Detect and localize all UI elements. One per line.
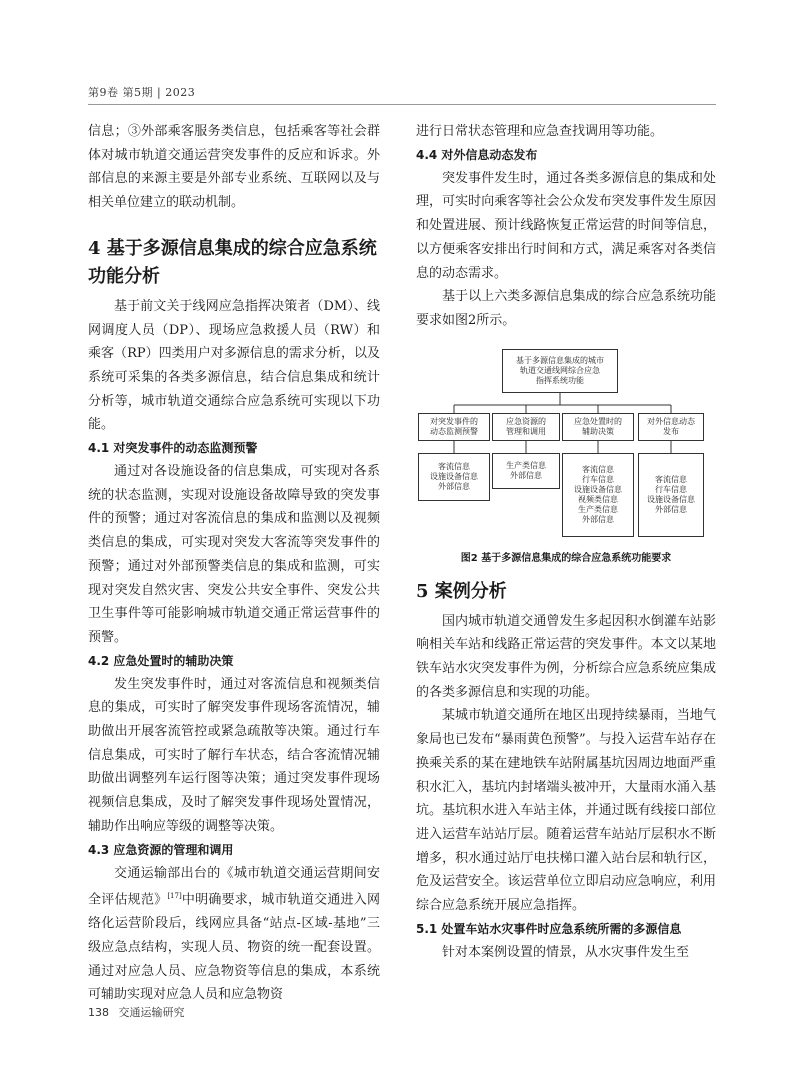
paragraph: 通过对各设施设备的信息集成，可实现对各系统的状态监测，实现对设施设备故障导致的突发事件的预警；通过对客流信息的集成和监测以及视频类信息的集成，可实现对突发大客流等突发事件的预警；通过对外部预警类信息的集成和监测，可实现对突发自然灾害、突发公共安全事件、突发公共卫生事件等可能影响城市轨道交通正常运营事件的预警。 (88, 464, 380, 645)
left-column (88, 120, 380, 1007)
paragraph (88, 862, 380, 1008)
function-box-resources: 应急资源的 管理和调用 (492, 413, 560, 441)
paragraph: 基于以上六类多源信息集成的综合应急系统功能要求如图2所示。 (416, 289, 716, 328)
system-function-box: 基于多源信息集成的城市 轨道交通线网综合应急 指挥系统功能 (502, 349, 618, 393)
paragraph: 突发事件发生时，通过各类多源信息的集成和处理，可实时向乘客等社会公众发布突发事件发生原因和处置进展、预计线路恢复正常运营的时间等信息，以方便乘客安排出行时间和方式，满足乘客对各类信息的动态需求。 (416, 170, 716, 281)
function-box-publishing: 对外信息动态 发布 (638, 413, 704, 441)
running-head: 第9卷 第5期 | 2023 (88, 86, 196, 99)
paragraph: 针对本案例设置的情景，从水灾事件发生至 (442, 944, 690, 960)
journal-name: 交通运输研究 (118, 1006, 185, 1019)
figure-2-diagram (416, 337, 716, 547)
figure-caption: 图2 基于多源信息集成的综合应急系统功能要求 (460, 552, 672, 564)
section-heading-4: 4 基于多源信息集成的综合应急系统功能分析 (88, 237, 377, 287)
subsection-heading-4-3: 4.3 应急资源的管理和调用 (88, 842, 234, 857)
subsection-heading-5-1: 5.1 处置车站水灾事件时应急系统所需的多源信息 (416, 921, 682, 936)
page-footer (88, 1004, 185, 1020)
subsection-heading-4-2: 4.2 应急处置时的辅助决策 (88, 653, 234, 668)
paragraph-text: 中明确要求，城市轨道交通进入网络化运营阶段后，线网应具备“站点-区域-基地”三级应急点结构，实现人员、物资的统一配套设置。通过对应急人员、应急物资等信息的集成，本系统可辅助实现对应急人员和应急物资 (88, 892, 380, 1003)
citation-ref[interactable]: [17] (167, 892, 182, 901)
function-box-monitoring: 对突发事件的 动态监测预警 (418, 413, 490, 441)
subsection-heading-4-4: 4.4 对外信息动态发布 (416, 147, 538, 162)
info-box-3: 客流信息 行车信息 设施设备信息 视频类信息 生产类信息 外部信息 (562, 453, 634, 537)
function-box-decision: 应急处置时的 辅助决策 (562, 413, 634, 441)
paragraph: 发生突发事件时，通过对客流信息和视频类信息的集成，可实时了解突发事件现场客流情况，辅助做出开展客流管控或紧急疏散等决策。通过行车信息集成，可实时了解行车状态，结合客流情况辅助做出调整列车运行图等决策；通过突发事件现场视频信息集成，及时了解突发事件现场处置情况，辅助作出响应等级的调整等决策。 (88, 676, 380, 834)
section-heading-5: 5 案例分析 (416, 580, 507, 602)
paragraph-text: 交通运输部出台的《城市轨道交通运营期间安全评估规范》 (88, 865, 380, 908)
info-box-4: 客流信息 行车信息 设施设备信息 外部信息 (638, 453, 704, 537)
paragraph: 国内城市轨道交通曾发生多起因积水倒灌车站影响相关车站和线路正常运营的突发事件。本文以某地铁车站水灾突发事件为例，分析综合应急系统应集成的各类多源信息和实现的功能。 (416, 613, 716, 700)
page-number: 138 (88, 1006, 109, 1019)
paragraph: 信息；③外部乘客服务类信息，包括乘客等社会群体对城市轨道交通运营突发事件的反应和诉求。外部信息的来源主要是外部专业系统、互联网以及与相关单位建立的联动机制。 (88, 124, 380, 211)
paragraph: 基于前文关于线网应急指挥决策者（DM）、线网调度人员（DP）、现场应急救援人员（RW）和乘客（RP）四类用户对多源信息的需求分析，以及系统可采集的各类多源信息，结合信息集成和统计分析等，城市轨道交通综合应急系统可实现以下功能。 (88, 298, 380, 433)
info-box-1: 客流信息 设施设备信息 外部信息 (418, 453, 490, 501)
subsection-heading-4-1: 4.1 对突发事件的动态监测预警 (88, 441, 258, 456)
header-divider (88, 104, 716, 105)
paragraph: 进行日常状态管理和应急查找调用等功能。 (416, 124, 664, 139)
right-column (416, 120, 716, 964)
info-box-2: 生产类信息 外部信息 (492, 453, 560, 489)
paragraph: 某城市轨道交通所在地区出现持续暴雨，当地气象局也已发布“暴雨黄色预警”。与投入运营车站存在换乘关系的某在建地铁车站附属基坑因周边地面严重积水汇入，基坑内封堵端头被冲开，大量雨水涌入基坑。基坑积水进入车站主体，并通过既有线接口部位进入运营车站站厅层。随着运营车站站厅层积水不断增多，积水通过站厅电扶梯口灌入站台层和轨行区，危及运营安全。该运营单位立即启动应急响应，利用综合应急系统开展应急指挥。 (416, 708, 716, 914)
